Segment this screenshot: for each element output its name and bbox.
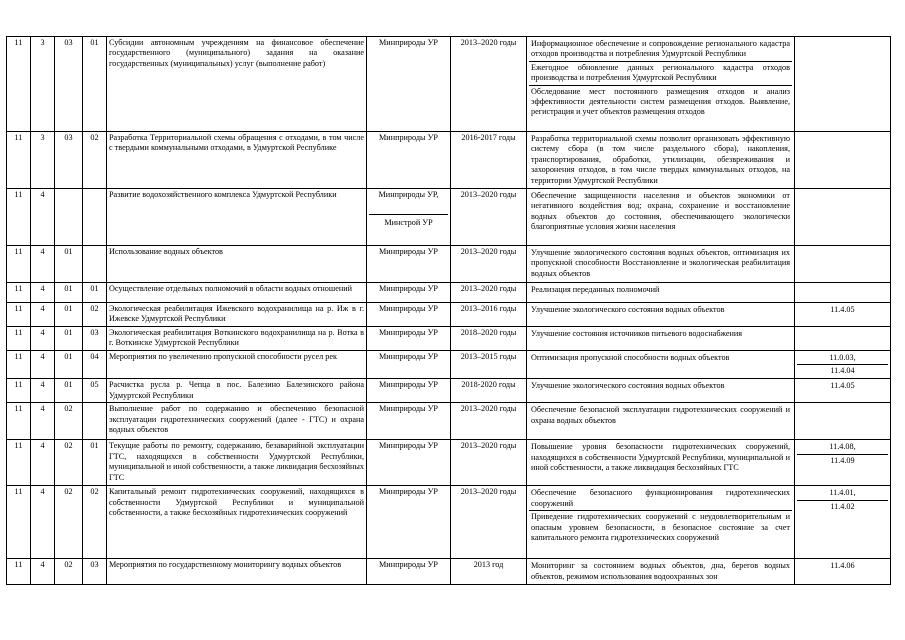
- table-row: [7, 303, 891, 327]
- organization-name: Минприроды УР: [379, 487, 438, 497]
- implementation-period: 2013–2020 годы: [451, 440, 527, 486]
- table-row: [7, 440, 891, 486]
- table-row: [7, 246, 891, 283]
- code-cell-n4: 02: [83, 486, 107, 559]
- expected-results: [527, 189, 795, 246]
- code-cell-n4: 01: [83, 283, 107, 303]
- code-cell-n2: 4: [31, 379, 55, 403]
- activity-description: Выполнение работ по содержанию и обеспечению безопасной эксплуатации гидротехнических сооружений (далее - ГТС) и охрана водных объектов: [107, 403, 367, 440]
- code-cell-n3: 02: [55, 403, 83, 440]
- result-item: Улучшение состояния источников питьевого водоснабжения: [531, 328, 743, 338]
- implementation-period: 2018–2020 годы: [451, 326, 527, 350]
- code-cell-n1: 11: [7, 246, 31, 283]
- code-cell-n3: 02: [55, 486, 83, 559]
- result-item: Обеспечение безопасного функционирования гидротехнических сооружений: [531, 488, 790, 508]
- result-item: Обеспечение защищенности населения и объектов экономики от негативного воздействия вод; охрана, сохранение и восстановление водных объектов до состояния, обеспечивающего экологически благоприятные условия жизни населения: [531, 191, 790, 232]
- code-cell-n1: 11: [7, 559, 31, 585]
- result-item: Повышение уровня безопасности гидротехнических сооружений, находящихся в собственности Удмуртской Республики, муниципальной и иной собственности, а также ликвидация бесхозяйных ГТС: [531, 442, 790, 473]
- organization-name: Минприроды УР: [379, 38, 438, 47]
- implementation-period: 2013–2020 годы: [451, 403, 527, 440]
- code-cell-n1: 11: [7, 403, 31, 440]
- expected-results: [527, 37, 795, 132]
- result-item: Ежегодное обновление данных регионального кадастра отходов производства и потребления Удмуртской Республики: [529, 61, 792, 85]
- code-cell-n1: 11: [7, 350, 31, 379]
- table-row: [7, 559, 891, 585]
- code-cell-n1: 11: [7, 189, 31, 246]
- organization-name: Минприроды УР: [379, 560, 438, 570]
- indicator-codes: [795, 246, 891, 283]
- activity-description: Разработка Территориальной схемы обращения с отходами, в том числе с твердыми коммунальными отходами, в Удмуртской Республике: [107, 132, 367, 189]
- code-cell-n4: 03: [83, 559, 107, 585]
- code-cell-n4: [83, 189, 107, 246]
- code-cell-n3: 03: [55, 132, 83, 189]
- result-item: Оптимизация пропускной способности водных объектов: [531, 352, 730, 362]
- implementation-period: 2013–2015 годы: [451, 350, 527, 379]
- indicator-code: 11.4.05: [830, 381, 855, 391]
- result-item: Мониторинг за состоянием водных объектов, дна, берегов водных объектов, режимом использования водоохранных зон: [531, 561, 790, 581]
- responsible-organization: [367, 403, 451, 440]
- code-cell-n2: 3: [31, 132, 55, 189]
- implementation-period: 2013–2016 годы: [451, 303, 527, 327]
- organization-name: Минприроды УР: [379, 404, 438, 414]
- code-cell-n3: 03: [55, 37, 83, 132]
- indicator-codes: [795, 189, 891, 246]
- indicator-code: 11.4.09: [797, 454, 888, 467]
- code-cell-n3: 01: [55, 303, 83, 327]
- table-row: [7, 37, 891, 132]
- implementation-period: 2013–2020 годы: [451, 486, 527, 559]
- code-cell-n2: 4: [31, 559, 55, 585]
- organization-name: Минприроды УР: [379, 380, 438, 390]
- implementation-period: 2013 год: [451, 559, 527, 585]
- code-cell-n3: 01: [55, 350, 83, 379]
- code-cell-n4: 01: [83, 37, 107, 132]
- implementation-period: 2013–2020 годы: [451, 189, 527, 246]
- table-row: [7, 132, 891, 189]
- implementation-period: 2013–2020 годы: [451, 246, 527, 283]
- expected-results: [527, 132, 795, 189]
- expected-results: [527, 440, 795, 486]
- indicator-codes: [795, 350, 891, 379]
- indicator-code: 11.4.04: [797, 364, 888, 377]
- indicator-codes: [795, 37, 891, 132]
- result-item: Реализация переданных полномочий: [531, 285, 660, 295]
- implementation-period: 2018-2020 годы: [451, 379, 527, 403]
- code-cell-n2: 4: [31, 403, 55, 440]
- result-item: Обеспечение безопасной эксплуатации гидротехнических сооружений и охрана водных объектов: [531, 405, 790, 425]
- code-cell-n4: 03: [83, 326, 107, 350]
- indicator-code: 11.0.03,: [829, 352, 856, 362]
- table-body: [7, 37, 891, 585]
- organization-name: Минприроды УР: [379, 441, 438, 451]
- responsible-organization: [367, 486, 451, 559]
- indicator-code: [797, 133, 888, 145]
- code-cell-n3: 01: [55, 326, 83, 350]
- responsible-organization: [367, 132, 451, 189]
- code-cell-n3: 02: [55, 559, 83, 585]
- activity-description: Осуществление отдельных полномочий в области водных отношений: [107, 283, 367, 303]
- indicator-codes: [795, 403, 891, 440]
- activity-description: Расчистка русла р. Чепца в пос. Балезино Балезинского района Удмуртской Республики: [107, 379, 367, 403]
- code-cell-n2: 3: [31, 37, 55, 132]
- responsible-organization: [367, 189, 451, 246]
- code-cell-n4: 05: [83, 379, 107, 403]
- indicator-codes: [795, 379, 891, 403]
- code-cell-n4: [83, 246, 107, 283]
- organization-name: Минстрой УР: [369, 214, 448, 228]
- expected-results: [527, 326, 795, 350]
- activity-description: Использование водных объектов: [107, 246, 367, 283]
- indicator-codes: [795, 486, 891, 559]
- code-cell-n4: [83, 403, 107, 440]
- responsible-organization: [367, 37, 451, 132]
- responsible-organization: [367, 246, 451, 283]
- code-cell-n3: [55, 189, 83, 246]
- expected-results: [527, 379, 795, 403]
- organization-name: Минприроды УР: [379, 284, 438, 294]
- indicator-code: 11.4.05: [830, 305, 855, 315]
- activity-description: Мероприятия по увеличению пропускной способности русел рек: [107, 350, 367, 379]
- code-cell-n2: 4: [31, 326, 55, 350]
- responsible-organization: [367, 303, 451, 327]
- activity-description: Экологическая реабилитация Воткинского водохранилища на р. Вотка в г. Воткинске Удмуртской Республики: [107, 326, 367, 350]
- code-cell-n2: 4: [31, 350, 55, 379]
- organization-name: Минприроды УР: [379, 351, 438, 361]
- expected-results: [527, 283, 795, 303]
- indicator-codes: [795, 440, 891, 486]
- activity-description: Субсидии автономным учреждениям на финансовое обеспечение государственного (муниципального) задания на оказание государственных (муниципальных) услуг (выполнение работ): [107, 37, 367, 132]
- code-cell-n4: 04: [83, 350, 107, 379]
- organization-name: Минприроды УР: [379, 327, 438, 337]
- activity-description: Экологическая реабилитация Ижевского водохранилища на р. Иж в г. Ижевске Удмуртской Республики: [107, 303, 367, 327]
- code-cell-n1: 11: [7, 303, 31, 327]
- code-cell-n4: 01: [83, 440, 107, 486]
- indicator-code: 11.4.01,: [829, 488, 856, 498]
- implementation-period: 2013–2020 годы: [451, 37, 527, 132]
- activity-description: Текущие работы по ремонту, содержанию, безаварийной эксплуатации ГТС, находящихся в собственности Удмуртской Республики, муниципальной и иной собственности, а также ликвидация бесхозяйных ГТС: [107, 440, 367, 486]
- organization-name: Минприроды УР: [379, 304, 438, 314]
- code-cell-n2: 4: [31, 486, 55, 559]
- indicator-code: [797, 328, 888, 340]
- result-item: Улучшение экологического состояния водных объектов: [531, 305, 725, 315]
- code-cell-n2: 4: [31, 246, 55, 283]
- result-item: Улучшение экологического состояния водных объектов, оптимизация их пропускной способности Восстановление и экологическая реабилитация водных объектов: [531, 248, 790, 278]
- expected-results: [527, 403, 795, 440]
- responsible-organization: [367, 440, 451, 486]
- implementation-period: 2016-2017 годы: [451, 132, 527, 189]
- expected-results: [527, 350, 795, 379]
- code-cell-n2: 4: [31, 303, 55, 327]
- responsible-organization: [367, 559, 451, 585]
- code-cell-n3: 01: [55, 283, 83, 303]
- result-item: Информационное обеспечение и сопровождение регионального кадастра отходов производства и потребления Удмуртской Республики: [531, 39, 790, 59]
- code-cell-n4: 02: [83, 132, 107, 189]
- indicator-codes: [795, 303, 891, 327]
- code-cell-n3: 01: [55, 379, 83, 403]
- indicator-codes: [795, 326, 891, 350]
- activity-description: Капитальный ремонт гидротехнических сооружений, находящихся в собственности Удмуртской Республики и муниципальной собственности, а также бесхозяйных гидротехнических сооружений: [107, 486, 367, 559]
- indicator-codes: [795, 559, 891, 585]
- indicator-code: 11.4.06: [830, 561, 855, 571]
- expected-results: [527, 303, 795, 327]
- indicator-code: [797, 190, 888, 202]
- indicator-code: [797, 284, 888, 296]
- expected-results: [527, 559, 795, 585]
- table-row: [7, 486, 891, 559]
- code-cell-n3: 01: [55, 246, 83, 283]
- table-row: [7, 326, 891, 350]
- table-row: [7, 189, 891, 246]
- code-cell-n1: 11: [7, 37, 31, 132]
- responsible-organization: [367, 283, 451, 303]
- expected-results: [527, 246, 795, 283]
- code-cell-n1: 11: [7, 326, 31, 350]
- code-cell-n2: 4: [31, 189, 55, 246]
- responsible-organization: [367, 379, 451, 403]
- indicator-codes: [795, 283, 891, 303]
- code-cell-n1: 11: [7, 486, 31, 559]
- indicator-code: 11.4.02: [797, 500, 888, 513]
- result-item: Обследование мест постоянного размещения отходов и анализ эффективности деятельности систем размещения отходов. Выявление, регистрация и учет объектов размещения отходов: [529, 85, 792, 119]
- code-cell-n1: 11: [7, 283, 31, 303]
- responsible-organization: [367, 326, 451, 350]
- implementation-period: 2013–2020 годы: [451, 283, 527, 303]
- code-cell-n1: 11: [7, 132, 31, 189]
- code-cell-n4: 02: [83, 303, 107, 327]
- expected-results: [527, 486, 795, 559]
- responsible-organization: [367, 350, 451, 379]
- indicator-codes: [795, 132, 891, 189]
- organization-name: Минприроды УР: [379, 247, 438, 257]
- indicator-code: [797, 404, 888, 416]
- code-cell-n1: 11: [7, 379, 31, 403]
- organization-name: Минприроды УР: [379, 133, 438, 142]
- result-item: Приведение гидротехнических сооружений с неудовлетворительным и опасным уровнем безопасности, в безопасное состояние за счет капитального ремонта гидротехнических сооружений: [529, 510, 792, 544]
- code-cell-n3: 02: [55, 440, 83, 486]
- indicator-code: [797, 38, 888, 50]
- indicator-code: 11.4.08,: [829, 442, 856, 452]
- table-row: [7, 379, 891, 403]
- program-activities-table: [6, 36, 891, 585]
- code-cell-n2: 4: [31, 283, 55, 303]
- table-row: [7, 403, 891, 440]
- code-cell-n1: 11: [7, 440, 31, 486]
- organization-name: Минприроды УР,: [378, 190, 439, 200]
- activity-description: Развитие водохозяйственного комплекса Удмуртской Республики: [107, 189, 367, 246]
- table-row: [7, 350, 891, 379]
- activity-description: Мероприятия по государственному мониторингу водных объектов: [107, 559, 367, 585]
- indicator-code: [797, 247, 888, 259]
- code-cell-n2: 4: [31, 440, 55, 486]
- table-row: [7, 283, 891, 303]
- result-item: Разработка территориальной схемы позволит организовать эффективную систему сбора (в том числе раздельного сбора), накопления, транспортирования, обработки, утилизации, обезвреживания и захоронения отходов, в том числе твердых коммунальных отходов, на территории Удмуртской Республики: [531, 134, 790, 185]
- result-item: Улучшение экологического состояния водных объектов: [531, 381, 725, 391]
